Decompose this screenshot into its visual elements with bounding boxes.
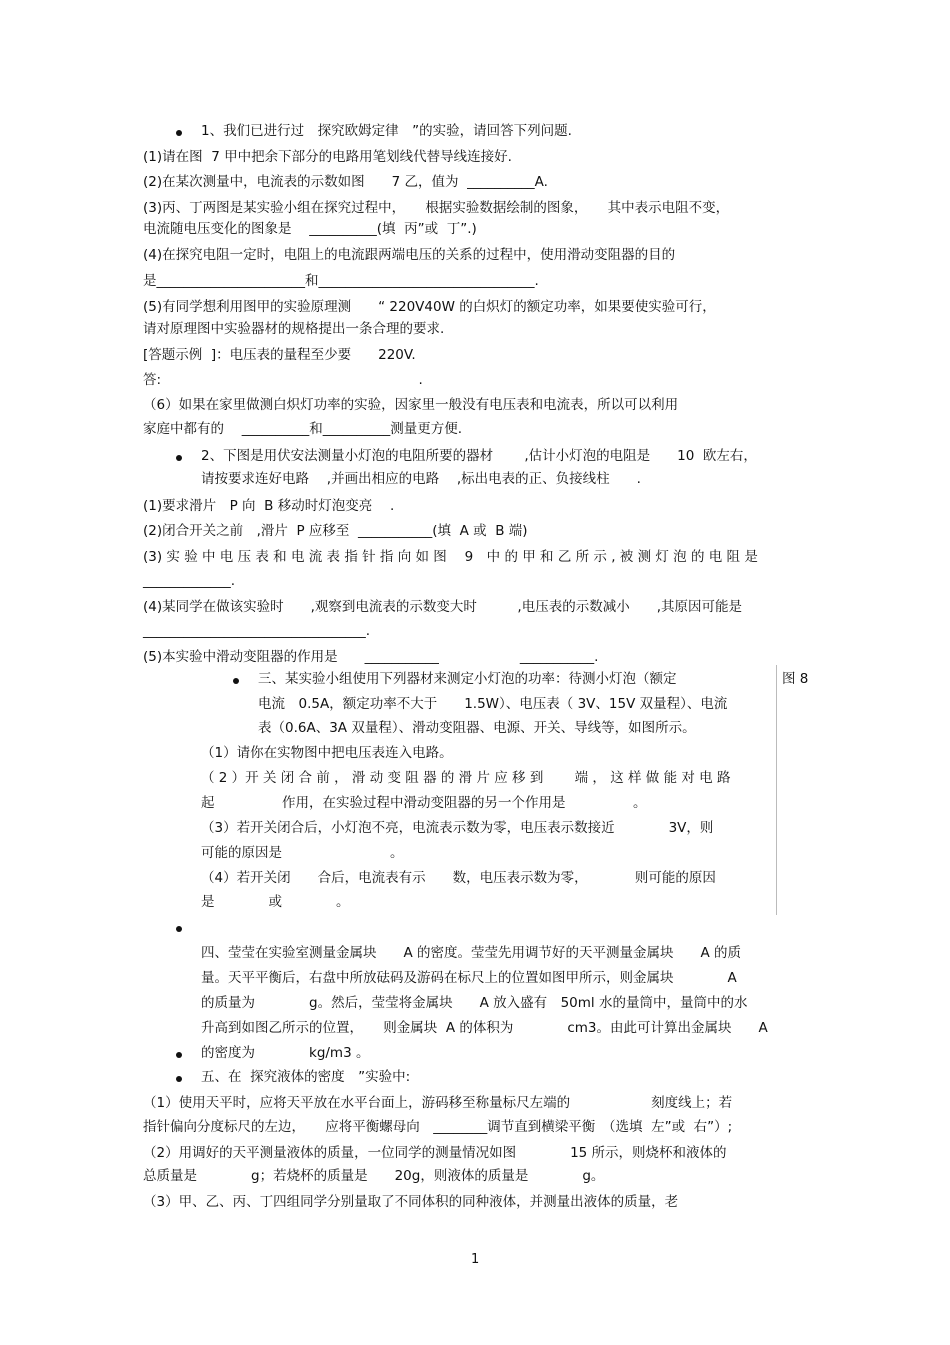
q3-part4-line2: 是 或 。	[201, 894, 350, 910]
q4-line3: 的质量为 g。然后，莹莹将金属块 A 放入盛有 50ml 水的量筒中，量筒中的水	[201, 995, 748, 1011]
q1-answer-line: 答: .	[143, 372, 423, 388]
q3-part3-line1: （3）若开关闭合后，小灯泡不亮，电流表示数为零，电压表示数接近 3V，则	[201, 820, 714, 836]
q1-intro: 1、我们已进行过 探究欧姆定律 ”的实验，请回答下列问题.	[201, 123, 572, 139]
q2-intro-line1: 2、下图是用伏安法测量小灯泡的电阻所要的器材 ,估计小灯泡的电阻是 10 欧左右，	[201, 448, 757, 464]
q1-part6-line1: （6）如果在家里做测白炽灯功率的实验，因家里一般没有电压表和电流表，所以可以利用	[143, 397, 679, 413]
q1-part6-line2: 家庭中都有的 __________和__________测量更方便.	[143, 421, 463, 437]
bullet-icon	[176, 1052, 182, 1058]
q1-part4-line2: 是______________________和________________________________.	[143, 273, 539, 289]
q3-part2-line1: （ 2 ）开 关 闭 合 前 ， 滑 动 变 阻 器 的 滑 片 应 移 到 端 ， 这 样 做 能 对 电 路	[201, 770, 731, 786]
q2-part5: (5)本实验中滑动变阻器的作用是 ___________ ___________.	[143, 649, 599, 665]
bullet-icon	[176, 130, 182, 136]
q1-part4-line1: (4)在探究电阻一定时，电阻上的电流跟两端电压的关系的过程中，使用滑动变阻器的目的	[143, 247, 676, 263]
bullet-icon	[233, 678, 239, 684]
q2-part1: (1)要求滑片 P 向 B 移动时灯泡变亮 .	[143, 498, 395, 514]
page-number: 1	[471, 1252, 480, 1267]
q5-part1-line1: （1）使用天平时，应将天平放在水平台面上，游码移至称量标尺左端的 刻度线上；若	[143, 1095, 733, 1111]
bullet-icon	[176, 1076, 182, 1082]
q1-part5-line2: 请对原理图中实验器材的规格提出一条合理的要求.	[143, 321, 445, 337]
q2-part3-line2: _____________.	[143, 573, 236, 589]
q2-part2: (2)闭合开关之前 ,滑片 P 应移至 ___________(填 A 或 B 端)	[143, 523, 528, 539]
q1-part3-line2: 电流随电压变化的图象是 __________(填 丙”或 丁”.)	[143, 221, 477, 237]
bullet-icon	[176, 926, 182, 932]
q2-intro-line2: 请按要求连好电路 ,并画出相应的电路 ,标出电表的正、负接线柱 .	[201, 471, 641, 487]
q3-part2-line2: 起 作用，在实验过程中滑动变阻器的另一个作用是 。	[201, 795, 647, 811]
q3-part1: （1）请你在实物图中把电压表连入电路。	[201, 745, 453, 761]
q4-line1: 四、莹莹在实验室测量金属块 A 的密度。莹莹先用调节好的天平测量金属块 A 的质	[201, 945, 742, 961]
q1-part2: (2)在某次测量中，电流表的示数如图 7 乙，值为 __________A.	[143, 174, 548, 190]
q3-part4-line1: （4）若开关闭 合后，电流表有示 数，电压表示数为零， 则可能的原因	[201, 870, 716, 886]
q3-intro-line1: 三、某实验小组使用下列器材来测定小灯泡的功率：待测小灯泡（额定	[258, 671, 677, 687]
q4-line5: 的密度为 kg/m3 。	[201, 1045, 370, 1061]
q1-answer-example: [答题示例 ]：电压表的量程至少要 220V.	[143, 347, 416, 363]
q1-part1: (1)请在图 7 甲中把余下部分的电路用笔划线代替导线连接好.	[143, 149, 512, 165]
q3-intro-line2: 电流 0.5A，额定功率不大于 1.5W）、电压表（ 3V、15V 双量程）、电流	[258, 696, 728, 712]
q5-part3: （3）甲、乙、丙、丁四组同学分别量取了不同体积的同种液体，并测量出液体的质量，老	[143, 1194, 679, 1210]
q3-part3-line2: 可能的原因是 。	[201, 845, 404, 861]
q5-part2-line1: （2）用调好的天平测量液体的质量，一位同学的测量情况如图 15 所示，则烧杯和液体的	[143, 1145, 727, 1161]
q1-part5-line1: (5)有同学想利用图甲的实验原理测 “ 220V40W 的白炽灯的额定功率，如果要使实验可行，	[143, 299, 716, 315]
q2-part4-line1: (4)某同学在做该实验时 ,观察到电流表的示数变大时 ,电压表的示数减小 ,其原因可能是	[143, 599, 742, 615]
q2-part3-line1: (3) 实 验 中 电 压 表 和 电 流 表 指 针 指 向 如 图 9 中 的 甲 和 乙 所 示 , 被 测 灯 泡 的 电 阻 是	[143, 549, 758, 565]
figure-8-label: 图 8	[782, 671, 809, 687]
q5-part2-line2: 总质量是 g；若烧杯的质量是 20g，则液体的质量是 g。	[143, 1168, 605, 1184]
q3-intro-line3: 表（0.6A、3A 双量程）、滑动变阻器、电源、开关、导线等，如图所示。	[258, 720, 696, 736]
q5-part1-line2: 指针偏向分度标尺的左边， 应将平衡螺母向 ________调节直到横梁平衡 （选填 左”或 右”）;	[143, 1119, 733, 1135]
q5-intro: 五、在 探究液体的密度 ”实验中:	[201, 1069, 411, 1085]
bullet-icon	[176, 455, 182, 461]
figure-divider	[776, 665, 777, 915]
q2-part4-line2: _________________________________.	[143, 623, 371, 639]
q1-part3-line1: (3)丙、丁两图是某实验小组在探究过程中， 根据实验数据绘制的图象， 其中表示电阻不变，	[143, 200, 730, 216]
q4-line2: 量。天平平衡后，右盘中所放砝码及游码在标尺上的位置如图甲所示，则金属块 A	[201, 970, 737, 986]
q4-line4: 升高到如图乙所示的位置， 则金属块 A 的体积为 cm3。由此可计算出金属块 A	[201, 1020, 768, 1036]
